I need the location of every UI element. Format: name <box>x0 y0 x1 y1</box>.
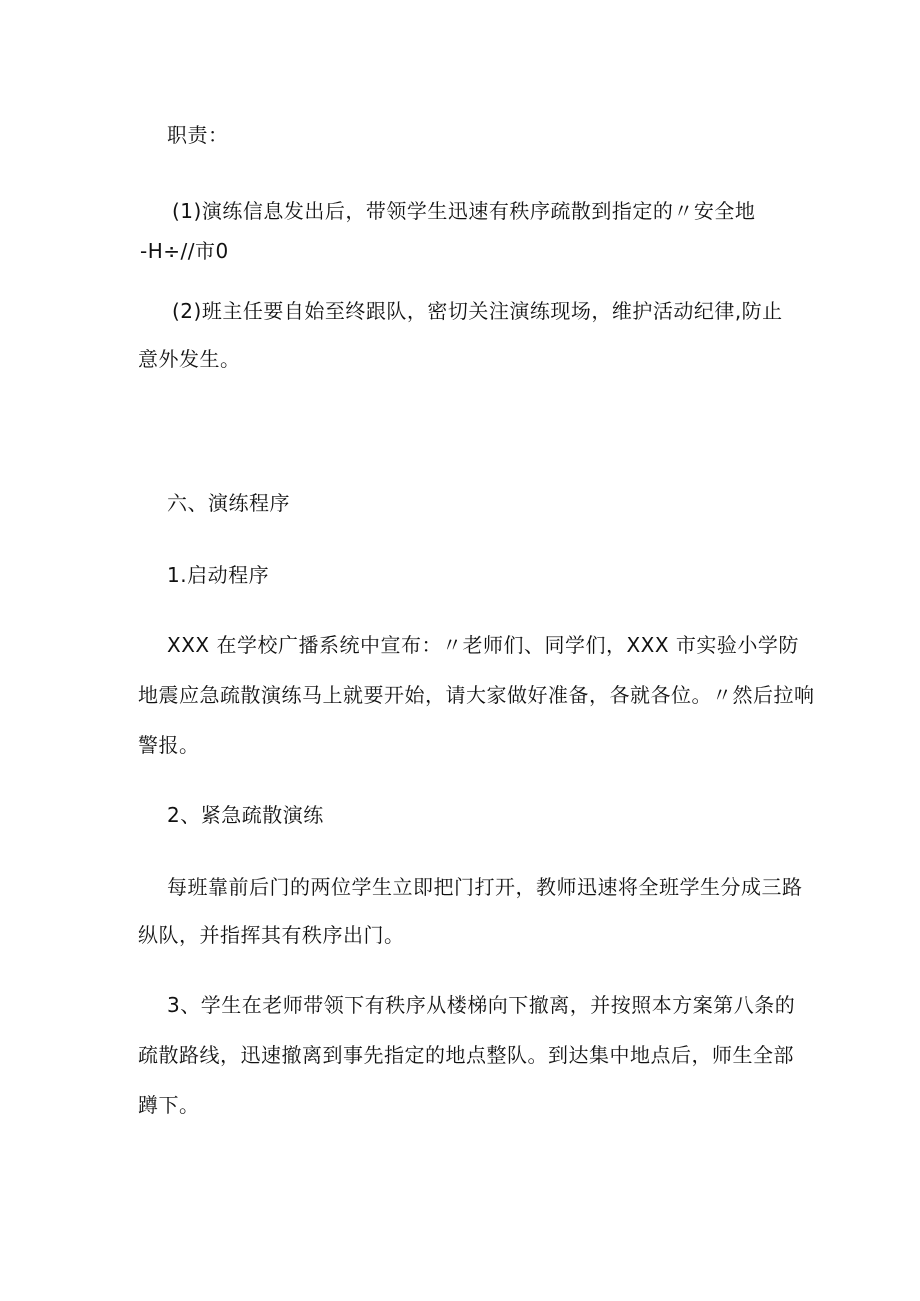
step-1-line-3: 警报。 <box>138 733 200 757</box>
step-2-line-2: 纵队，并指挥其有秩序出门。 <box>138 923 405 947</box>
step-2-line-1: 每班靠前后门的两位学生立即把门打开，教师迅速将全班学生分成三路 <box>167 875 803 899</box>
duty-item-2-line-2: 意外发生。 <box>138 347 241 371</box>
step-2-heading: 2、紧急疏散演练 <box>167 803 324 827</box>
step-3-line-1: 3、学生在老师带领下有秩序从楼梯向下撤离，并按照本方案第八条的 <box>167 993 796 1017</box>
step-1-heading: 1.启动程序 <box>167 563 270 587</box>
duty-item-1-line-1: (1)演练信息发出后，带领学生迅速有秩序疏散到指定的〃安全地 <box>172 199 756 223</box>
duty-item-2-line-1: (2)班主任要自始至终跟队，密切关注演练现场，维护活动纪律,防止 <box>172 299 783 323</box>
step-1-line-1: XXX 在学校广播系统中宣布：〃老师们、同学们，XXX 市实验小学防 <box>167 633 799 657</box>
section-6-heading: 六、演练程序 <box>167 491 290 515</box>
step-1-line-2: 地震应急疏散演练马上就要开始，请大家做好准备，各就各位。〃然后拉响 <box>138 683 815 707</box>
step-3-line-2: 疏散路线，迅速撤离到事先指定的地点整队。到达集中地点后，师生全部 <box>138 1043 794 1067</box>
step-3-line-3: 蹲下。 <box>138 1093 200 1117</box>
duty-heading: 职责： <box>167 123 229 147</box>
duty-item-1-line-2: -H÷//市0 <box>140 239 229 263</box>
